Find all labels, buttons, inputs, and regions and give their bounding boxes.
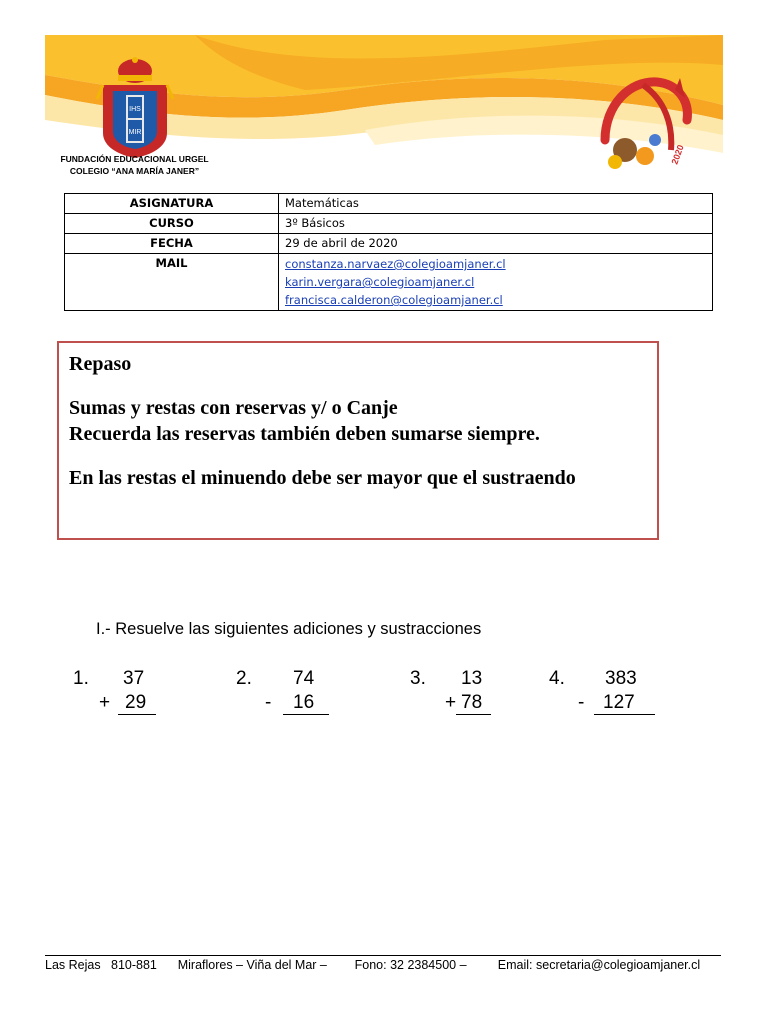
exercise-top-operand: 13 xyxy=(461,668,483,689)
exercise-answer-line xyxy=(118,714,156,715)
repaso-box xyxy=(57,341,659,540)
asignatura-label: ASIGNATURA xyxy=(65,194,279,214)
exercise-bottom-operand: 78 xyxy=(461,692,483,713)
footer-contact: Las Rejas 810-881 Miraflores – Viña del Mar – Fono: 32 2384500 – Email: secretaria@colegioamjaner.cl xyxy=(45,958,701,972)
table-row-mail xyxy=(65,254,713,311)
repaso-line2: Recuerda las reservas también deben sumarse siempre. xyxy=(69,423,540,445)
exercise-bottom-operand: 29 xyxy=(125,692,147,713)
exercise-operator: + xyxy=(99,692,111,713)
exercise-bottom-operand: 127 xyxy=(603,692,635,713)
exercise-top-operand: 383 xyxy=(605,668,637,689)
school-crest-icon xyxy=(95,55,175,160)
mail-link-constanza[interactable]: constanza.narvaez@colegioamjaner.cl xyxy=(285,257,506,271)
anniversary-logo-icon xyxy=(595,70,695,175)
table-row-curso xyxy=(65,214,713,234)
svg-text:MIR: MIR xyxy=(128,129,142,136)
mail-values xyxy=(279,254,713,311)
exercise-answer-line xyxy=(283,714,329,715)
info-table xyxy=(64,193,713,311)
exercise-number: 1. xyxy=(73,668,89,689)
exercise-operator: + xyxy=(445,692,457,713)
school-name-line1: FUNDACIÓN EDUCACIONAL URGEL xyxy=(60,154,209,164)
exercise-answer-line xyxy=(456,714,491,715)
repaso-line1: Sumas y restas con reservas y/ o Canje xyxy=(69,397,398,419)
repaso-title: Repaso xyxy=(69,353,132,375)
exercise-top-operand: 74 xyxy=(293,668,315,689)
exercise-bottom-operand: 16 xyxy=(293,692,315,713)
exercise-answer-line xyxy=(594,714,655,715)
mail-label: MAIL xyxy=(65,254,279,311)
table-row-fecha xyxy=(65,234,713,254)
svg-text:IHS: IHS xyxy=(129,106,141,113)
repaso-line3: En las restas el minuendo debe ser mayor que el sustraendo xyxy=(69,467,576,489)
exercise-operator: - xyxy=(578,692,585,713)
svg-text:2020: 2020 xyxy=(669,143,686,166)
exercise-number: 2. xyxy=(236,668,252,689)
fecha-value: 29 de abril de 2020 xyxy=(279,234,713,254)
mail-link-francisca[interactable]: francisca.calderon@colegioamjaner.cl xyxy=(285,293,503,307)
table-row-asignatura xyxy=(65,194,713,214)
curso-label: CURSO xyxy=(65,214,279,234)
instruction-text: I.- Resuelve las siguientes adiciones y sustracciones xyxy=(96,620,482,638)
school-name xyxy=(52,153,217,177)
exercise-number: 3. xyxy=(410,668,426,689)
asignatura-value: Matemáticas xyxy=(279,194,713,214)
exercise-number: 4. xyxy=(549,668,565,689)
mail-link-karin[interactable]: karin.vergara@colegioamjaner.cl xyxy=(285,275,475,289)
exercise-top-operand: 37 xyxy=(123,668,145,689)
exercise-operator: - xyxy=(265,692,272,713)
school-name-line2: COLEGIO “ANA MARÍA JANER” xyxy=(69,166,200,176)
fecha-label: FECHA xyxy=(65,234,279,254)
footer-divider xyxy=(45,955,721,956)
curso-value: 3º Básicos xyxy=(279,214,713,234)
